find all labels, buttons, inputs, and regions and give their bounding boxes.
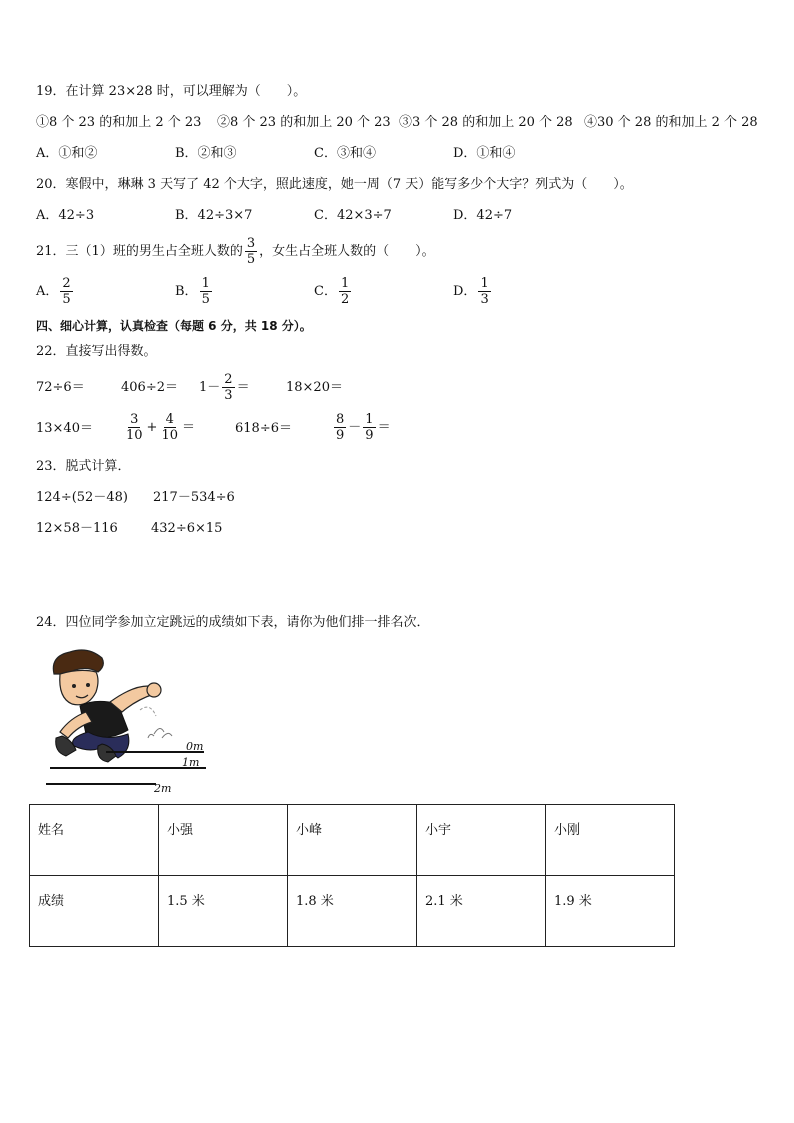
- section-heading: 四、细心计算，认真检查（每题 6 分，共 18 分）。: [36, 319, 312, 333]
- mark-1m: 1m: [182, 756, 200, 769]
- option-label: C．: [314, 284, 337, 299]
- q24-stem: 24．四位同学参加立定跳远的成绩如下表，请你为他们排一排名次．: [36, 615, 430, 630]
- fraction-denominator: 2: [340, 292, 350, 307]
- fraction-numerator: 1: [201, 276, 210, 291]
- fraction-denominator: 5: [62, 292, 71, 307]
- q20-option-c: C．42×3÷7: [314, 208, 392, 223]
- q21-option-b: [175, 276, 214, 307]
- q21-stem-pre: 21．三（1）班的男生占全班人数的: [36, 244, 243, 259]
- expr-text: ＝: [236, 380, 250, 395]
- fraction-denominator: 3: [480, 292, 489, 307]
- option-label: B．: [175, 284, 198, 299]
- table-cell: 2.1 米: [417, 876, 546, 947]
- results-table: [29, 804, 675, 947]
- q22-expr-7: 618÷6＝: [235, 421, 292, 436]
- q21-option-d: [453, 276, 493, 307]
- q19-option-c: C．③和④: [314, 146, 376, 161]
- fraction-denominator: 10: [126, 428, 143, 443]
- table-cell: 成绩: [30, 876, 159, 947]
- fraction-numerator: 2: [62, 276, 71, 291]
- fraction-numerator: 4: [165, 412, 174, 427]
- table-cell: 小峰: [288, 805, 417, 876]
- q21-stem: [36, 234, 435, 270]
- fraction-denominator: 5: [201, 292, 210, 307]
- q23-expr-2: 217－534÷6: [153, 490, 235, 505]
- expr-text: ＝: [377, 420, 391, 435]
- q20-option-a: A．42÷3: [36, 208, 95, 223]
- fraction-numerator: 1: [340, 276, 350, 291]
- table-row: [30, 805, 675, 876]
- q19-option-d: D．①和④: [453, 146, 516, 161]
- table-cell: 小宇: [417, 805, 546, 876]
- q22-expr-4: 18×20＝: [286, 380, 343, 395]
- q23-expr-4: 432÷6×15: [151, 521, 223, 536]
- q22-expr-2: 406÷2＝: [121, 380, 178, 395]
- option-label: D．: [453, 284, 477, 299]
- mark-2m: 2m: [154, 782, 172, 795]
- fraction-denominator: 10: [161, 428, 178, 443]
- q20-option-d: D．42÷7: [453, 208, 513, 223]
- q21-option-a: [36, 276, 75, 307]
- fraction-numerator: 1: [365, 412, 374, 427]
- table-cell: 姓名: [30, 805, 159, 876]
- q23-expr-3: 12×58－116: [36, 521, 118, 536]
- fraction-denominator: 3: [224, 388, 233, 403]
- fraction-numerator: 3: [130, 412, 139, 427]
- fraction-numerator: 8: [336, 412, 345, 427]
- q21-option-c: [314, 276, 353, 307]
- q21-stem-fraction: [245, 236, 257, 267]
- q19-item-3: ③3 个 28 的和加上 20 个 28: [399, 115, 573, 130]
- table-cell: 小刚: [546, 805, 675, 876]
- table-cell: 小强: [159, 805, 288, 876]
- table-cell: 1.5 米: [159, 876, 288, 947]
- q22-expr-5: 13×40＝: [36, 421, 93, 436]
- expr-text: +: [146, 420, 158, 435]
- q19-option-a: A．①和②: [36, 146, 98, 161]
- q19-option-b: B．②和③: [175, 146, 237, 161]
- long-jump-illustration: [36, 646, 216, 796]
- fraction-denominator: 5: [246, 252, 256, 267]
- q20-stem: 20．寒假中，琳琳 3 天写了 42 个大字，照此速度，她一周（7 天）能写多少个大字？列式为（ ）。: [36, 177, 633, 192]
- fraction-denominator: 9: [365, 428, 374, 443]
- table-cell: 1.8 米: [288, 876, 417, 947]
- expr-text: －: [348, 420, 362, 435]
- mark-0m: 0m: [186, 740, 204, 753]
- q22-expr-6: [122, 409, 195, 447]
- fraction-numerator: 1: [480, 276, 489, 291]
- option-label: A．: [36, 284, 59, 299]
- q22-expr-1: 72÷6＝: [36, 380, 85, 395]
- long-jump-figure-svg: [36, 646, 216, 796]
- q22-stem: 22．直接写出得数。: [36, 344, 157, 359]
- table-cell: 1.9 米: [546, 876, 675, 947]
- q19-stem: 19．在计算 23×28 时，可以理解为（ ）。: [36, 84, 307, 99]
- q19-item-2: ②8 个 23 的和加上 20 个 23: [217, 115, 391, 130]
- table-row: [30, 876, 675, 947]
- q23-expr-1: 124÷(52－48): [36, 490, 128, 505]
- q19-item-4: ④30 个 28 的和加上 2 个 28: [584, 115, 758, 130]
- expr-text: 1－: [199, 380, 221, 395]
- q21-stem-post: ，女生占全班人数的（ ）。: [259, 244, 435, 259]
- fraction-numerator: 3: [246, 236, 256, 251]
- q22-expr-3: [199, 369, 250, 407]
- expr-text: ＝: [182, 420, 196, 435]
- fraction-denominator: 9: [336, 428, 345, 443]
- q20-option-b: B．42÷3×7: [175, 208, 253, 223]
- q23-stem: 23．脱式计算．: [36, 459, 131, 474]
- q22-expr-8: [332, 409, 391, 447]
- fraction-numerator: 2: [224, 372, 233, 387]
- q19-item-1: ①8 个 23 的和加上 2 个 23: [36, 115, 202, 130]
